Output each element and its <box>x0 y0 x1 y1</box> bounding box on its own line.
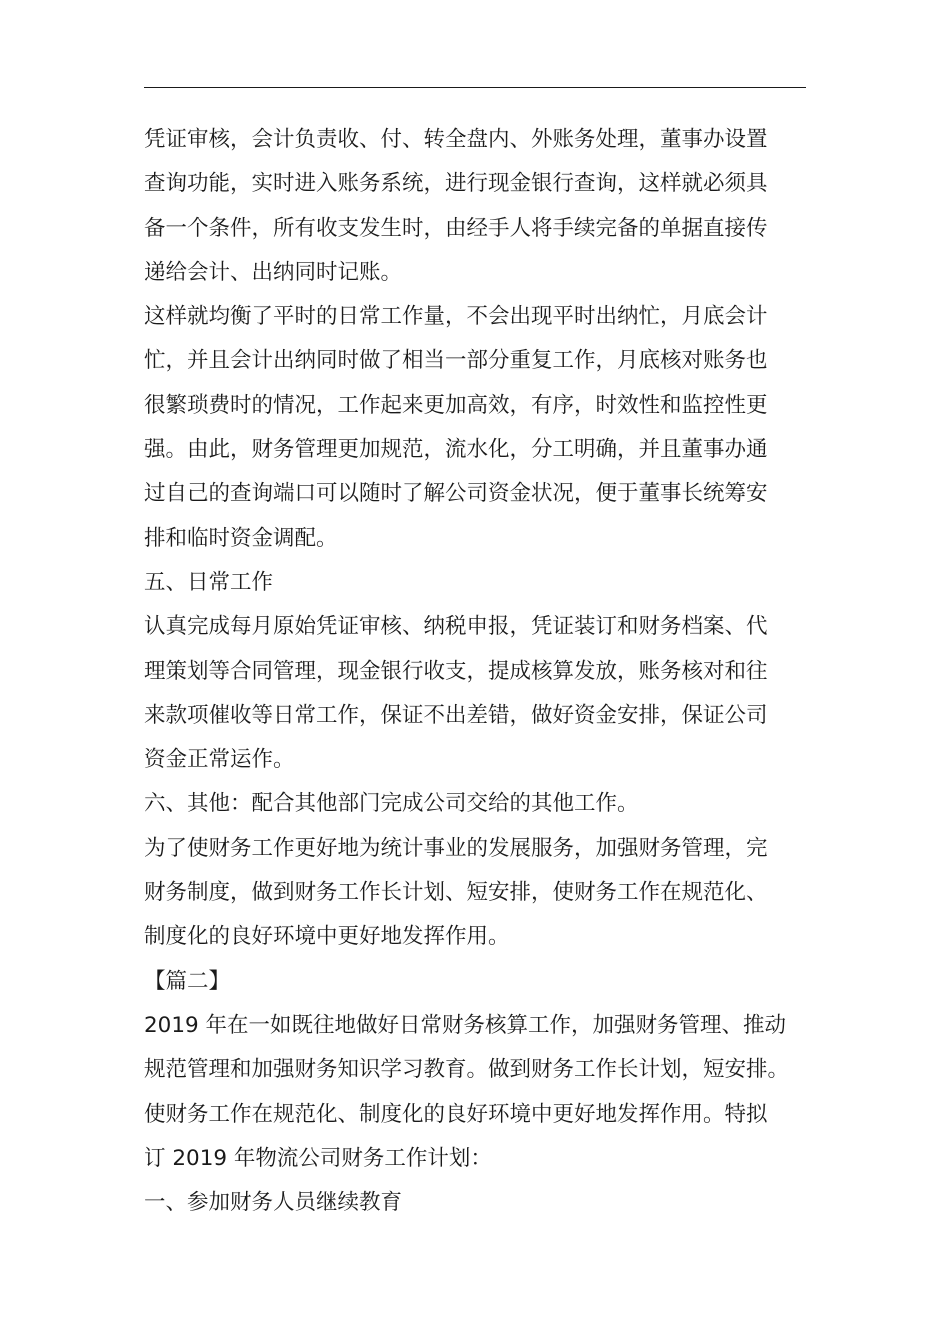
text-line: 备一个条件，所有收支发生时，由经手人将手续完备的单据直接传 <box>144 215 768 241</box>
section-heading: 五、日常工作 <box>144 569 274 595</box>
text-line: 凭证审核，会计负责收、付、转全盘内、外账务处理，董事办设置 <box>144 127 768 152</box>
text-line: 强。由此，财务管理更加规范，流水化，分工明确，并且董事办通 <box>144 437 768 463</box>
text-line: 来款项催收等日常工作，保证不出差错，做好资金安排，保证公司 <box>144 702 768 728</box>
text-line: 财务制度，做到财务工作长计划、短安排，使财务工作在规范化、 <box>144 880 768 906</box>
section-heading: 六、其他：配合其他部门完成公司交给的其他工作。 <box>144 791 639 817</box>
text-line: 排和临时资金调配。 <box>144 525 338 551</box>
text-line: 理策划等合同管理，现金银行收支，提成核算发放，账务核对和往 <box>144 658 768 684</box>
text-line: 过自己的查询端口可以随时了解公司资金状况，便于董事长统筹安 <box>144 481 768 507</box>
text-line: 忙，并且会计出纳同时做了相当一部分重复工作，月底核对账务也 <box>144 348 768 374</box>
text-line: 查询功能，实时进入账务系统，进行现金银行查询，这样就必须具 <box>144 171 768 197</box>
section-heading: 一、参加财务人员继续教育 <box>144 1190 403 1216</box>
text-line: 使财务工作在规范化、制度化的良好环境中更好地发挥作用。特拟 <box>144 1101 768 1127</box>
text-line: 订 2019 年物流公司财务工作计划： <box>144 1145 492 1171</box>
text-line: 为了使财务工作更好地为统计事业的发展服务，加强财务管理，完 <box>144 835 768 861</box>
text-line: 制度化的良好环境中更好地发挥作用。 <box>144 924 510 950</box>
text-line: 规范管理和加强财务知识学习教育。做到财务工作长计划，短安排。 <box>144 1057 790 1083</box>
part-heading: 【篇二】 <box>144 968 231 994</box>
text-line: 2019 年在一如既往地做好日常财务核算工作，加强财务管理、推动 <box>144 1012 787 1038</box>
text-line: 很繁琐费时的情况，工作起来更加高效，有序，时效性和监控性更 <box>144 392 768 418</box>
text-line: 这样就均衡了平时的日常工作量，不会出现平时出纳忙，月底会计 <box>144 304 768 330</box>
document-body <box>144 118 810 1225</box>
text-line: 资金正常运作。 <box>144 747 295 773</box>
header-divider <box>144 87 806 88</box>
text-line: 递给会计、出纳同时记账。 <box>144 259 403 285</box>
text-line: 认真完成每月原始凭证审核、纳税申报，凭证装订和财务档案、代 <box>144 614 768 640</box>
